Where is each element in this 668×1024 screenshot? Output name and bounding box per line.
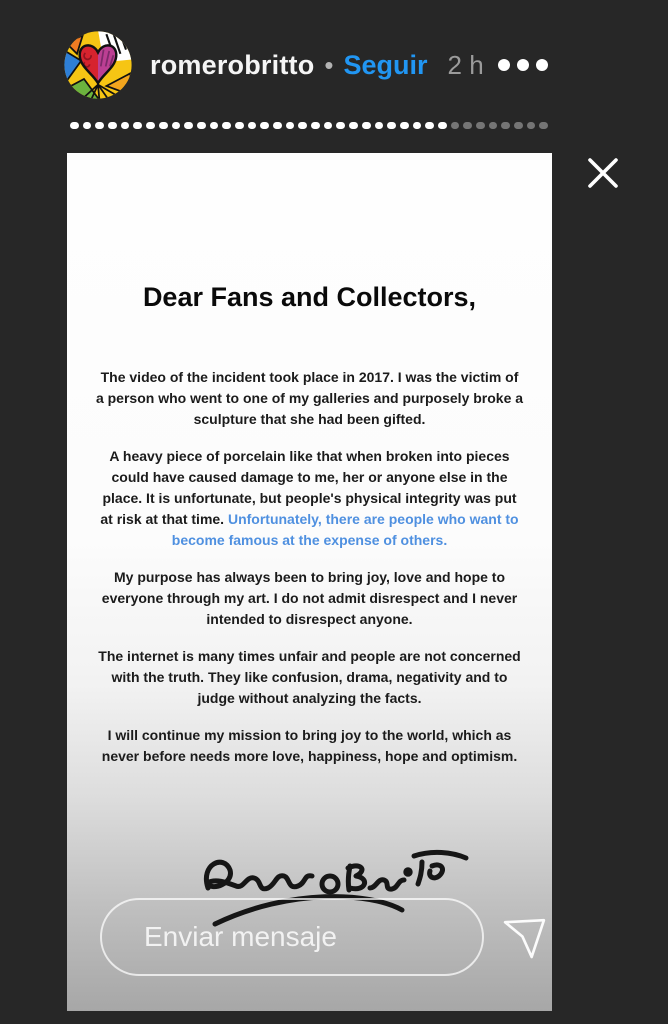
username[interactable]: romerobritto — [150, 49, 315, 80]
progress-segment — [514, 122, 523, 129]
story-header — [63, 30, 548, 100]
progress-segment — [146, 122, 155, 129]
progress-segment — [387, 122, 396, 129]
progress-segment — [95, 122, 104, 129]
progress-segment — [438, 122, 447, 129]
progress-segment — [463, 122, 472, 129]
progress-segment — [476, 122, 485, 129]
avatar[interactable] — [63, 30, 133, 100]
progress-segment — [248, 122, 257, 129]
more-options-icon[interactable] — [498, 53, 548, 77]
separator-dot: • — [324, 49, 334, 80]
story-link-text: Unfortunately, there are people who want to become famous at the expense of others. — [171, 511, 519, 548]
progress-segment — [400, 122, 409, 129]
progress-segment — [324, 122, 333, 129]
progress-segment — [133, 122, 142, 129]
statement-heading: Dear Fans and Collectors, — [142, 282, 477, 312]
message-composer — [100, 898, 484, 976]
story-timestamp: 2 h — [447, 49, 484, 80]
progress-segment — [197, 122, 206, 129]
progress-segment — [286, 122, 295, 129]
statement-paragraph: The video of the incident took place in 2017. I was the victim of a person who went to one of my galleries and purposely broke a sculpture that she had been gifted. — [95, 369, 524, 427]
progress-segment — [260, 122, 269, 129]
statement-paragraph — [96, 446, 524, 551]
progress-segment — [501, 122, 510, 129]
progress-segment — [311, 122, 320, 129]
message-input[interactable] — [102, 921, 482, 953]
progress-segment — [172, 122, 181, 129]
progress-segment — [273, 122, 282, 129]
progress-segment — [210, 122, 219, 129]
story-progress-bar — [70, 122, 548, 129]
progress-segment — [349, 122, 358, 129]
progress-segment — [184, 122, 193, 129]
progress-segment — [121, 122, 130, 129]
statement-paragraph: My purpose has always been to bring joy, love and hope to everyone through my art. I do not admit disrespect and I never intended to disrespect anyone. — [101, 569, 518, 627]
progress-segment — [362, 122, 371, 129]
story-statement-card — [67, 153, 552, 1011]
progress-segment — [108, 122, 117, 129]
progress-segment — [298, 122, 307, 129]
progress-segment — [336, 122, 345, 129]
progress-segment — [222, 122, 231, 129]
close-icon[interactable] — [586, 156, 620, 190]
progress-segment — [235, 122, 244, 129]
progress-segment — [413, 122, 422, 129]
paper-plane-icon[interactable] — [501, 912, 548, 959]
statement-paragraph: The internet is many times unfair and people are not concerned with the truth. They like confusion, drama, negativity and to judge without analyzing the facts. — [98, 648, 521, 706]
progress-segment — [527, 122, 536, 129]
statement-text: A heavy piece of porcelain like that when broken into pieces could have caused damage to me, her or anyone else in the place. It is unfortunate, but people's physical integrity was put at risk at that time. — [100, 448, 517, 527]
follow-button[interactable]: Seguir — [343, 49, 428, 80]
progress-segment — [70, 122, 79, 129]
progress-segment — [489, 122, 498, 129]
progress-segment — [451, 122, 460, 129]
progress-segment — [425, 122, 434, 129]
progress-segment — [83, 122, 92, 129]
progress-segment — [375, 122, 384, 129]
progress-segment — [539, 122, 548, 129]
statement-paragraph: I will continue my mission to bring joy to the world, which as never before needs more love, happiness, hope and optimism. — [101, 727, 518, 764]
progress-segment — [159, 122, 168, 129]
britto-pop-art-heart-icon — [63, 30, 133, 100]
